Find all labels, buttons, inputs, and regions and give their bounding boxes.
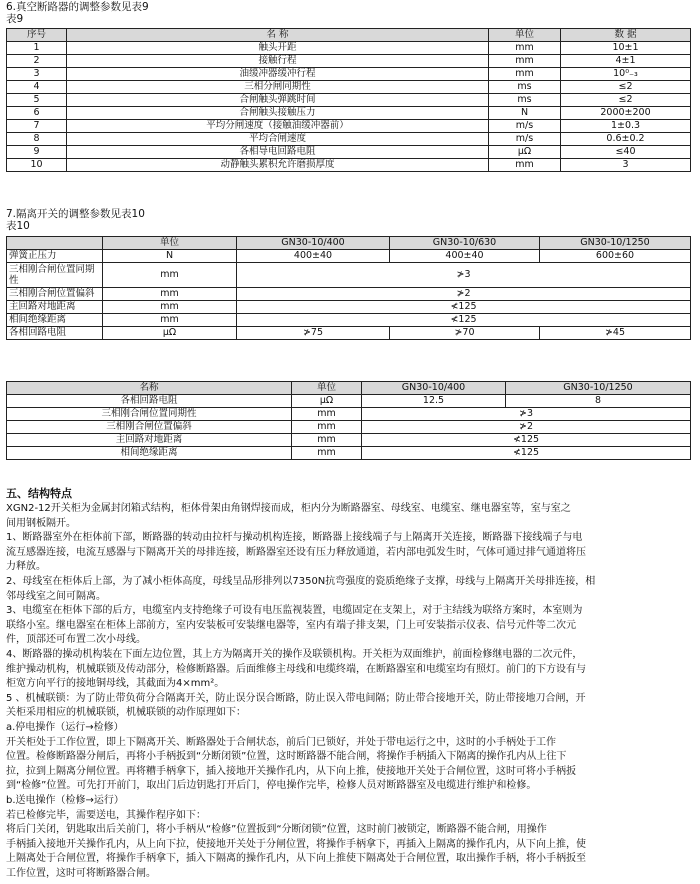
table-cell: N: [489, 107, 561, 120]
table-cell: 400±40: [237, 250, 390, 263]
table-cell: ≮125: [237, 301, 691, 314]
column-header: GN30-10/400: [362, 382, 506, 395]
table-row: [7, 94, 691, 107]
paragraph-line: 维护操动机构，机械联锁及传动部分，检修断路器。后面维修主母线和电缆终端，在断路器室和电缆室均有照灯。前门的下方设有与: [6, 663, 586, 675]
table-cell: ≯70: [390, 327, 540, 340]
section-5-title: 五、结构特点: [6, 487, 72, 500]
table-cell: ≮125: [237, 314, 691, 327]
row-label: 各相回路电阻: [7, 395, 292, 408]
table-cell: mm: [292, 408, 362, 421]
table-cell: ≯2: [237, 288, 691, 301]
table-cell: ≮125: [362, 434, 691, 447]
table-cell: 9: [7, 146, 67, 159]
table-cell: 10: [7, 159, 67, 172]
table-row: [7, 120, 691, 133]
table-cell: 8: [7, 133, 67, 146]
table-cell: 8: [506, 395, 691, 408]
paragraph-line: 手柄插入接地开关操作孔内，从上向下拉，使接地开关处于分闸位置，将操作手柄拿下，再插入上隔离的操作孔内，从下向上推，使: [6, 838, 586, 850]
column-header: 名 称: [67, 29, 489, 42]
table-cell: m/s: [489, 120, 561, 133]
paragraph-line: 流互感器连接，电流互感器与下隔离开关的母排连接，断路器室还设有压力释放通道，若内部电弧发生时，气体可通过排气通道将压: [6, 546, 586, 558]
column-header: 序号: [7, 29, 67, 42]
table-cell: ≤2: [561, 94, 691, 107]
table-cell: μΩ: [292, 395, 362, 408]
paragraph-line: 件，顶部还可布置二次小母线。: [6, 634, 146, 646]
table-cell: μΩ: [103, 327, 237, 340]
table-cell: mm: [489, 159, 561, 172]
table-row: [7, 301, 691, 314]
table-cell: mm: [489, 42, 561, 55]
table-cell: 10±1: [561, 42, 691, 55]
column-header: GN30-10/1250: [540, 237, 691, 250]
paragraph-line: 位置。检修断路器分闸后，再将小手柄扳到“分断闭锁”位置，这时断路器不能合闸，将操作手柄插入下隔离的操作孔内从上往下: [6, 751, 567, 763]
table-header-row: [7, 29, 691, 42]
table-cell: mm: [103, 288, 237, 301]
table-row: [7, 159, 691, 172]
column-header: GN30-10/630: [390, 237, 540, 250]
paragraph-line: 间用钢板隔开。: [6, 517, 76, 529]
table-row: [7, 263, 691, 288]
row-label: 相间绝缘距离: [7, 447, 292, 460]
column-header: [7, 237, 103, 250]
row-label: 主回路对地距离: [7, 434, 292, 447]
table-11: [6, 381, 691, 460]
table-cell: 600±60: [540, 250, 691, 263]
table-row: [7, 55, 691, 68]
column-header: GN30-10/1250: [506, 382, 691, 395]
paragraph-line: 将后门关闭，钥匙取出后关前门，将小手柄从“检修”位置扳到“分断闭锁”位置，这时前门被锁定，断路器不能合闸，用操作: [6, 824, 547, 836]
paragraph-line: XGN2-12开关柜为金属封闭箱式结构，柜体骨架由角钢焊接而成，柜内分为断路器室、母线室、电缆室、继电器室等，室与室之: [6, 503, 571, 514]
table-row: [7, 395, 691, 408]
table-cell: 1: [7, 42, 67, 55]
table-row: [7, 81, 691, 94]
table-10-label: 表10: [6, 220, 30, 232]
table-cell: 3: [561, 159, 691, 172]
paragraph-line: 5 、机械联锁：为了防止带负荷分合隔离开关，防止误分误合断路，防止误入带电间隔；防止带合接地开关，防止带接地刀合闸，开: [6, 692, 586, 704]
paragraph-line: 3、电缆室在柜体下部的后方，电缆室内支持绝缘子可设有电压监视装置，电缆固定在支架上，对于主结线为联络方案时，本室则为: [6, 605, 583, 617]
paragraph-line: 若已检修完毕，需要送电，其操作程序如下：: [6, 809, 206, 821]
table-cell: mm: [489, 68, 561, 81]
table-cell: mm: [292, 421, 362, 434]
table-row: [7, 421, 691, 434]
table-row: [7, 133, 691, 146]
table-cell: 2000±200: [561, 107, 691, 120]
table-cell: 1±0.3: [561, 120, 691, 133]
table-cell: ≤2: [561, 81, 691, 94]
table-cell: 0.6±0.2: [561, 133, 691, 146]
table-cell: ms: [489, 94, 561, 107]
table-row: [7, 434, 691, 447]
section-6-title: 6.真空断路器的调整参数见表9: [6, 1, 149, 13]
table-cell: ≯2: [362, 421, 691, 434]
table-cell: 平均分闸速度（接触油缓冲器前）: [67, 120, 489, 133]
table-cell: 2: [7, 55, 67, 68]
table-cell: 接触行程: [67, 55, 489, 68]
table-cell: μΩ: [489, 146, 561, 159]
table-cell: m/s: [489, 133, 561, 146]
table-header-row: [7, 237, 691, 250]
table-row: [7, 447, 691, 460]
paragraph-line: 到“检修”位置。可先打开前门，取出门后边钥匙打开后门，停电操作完毕，检修人员对断路器室及电缆进行维护和检修。: [6, 780, 537, 792]
row-label: 各相回路电阻: [7, 327, 103, 340]
table-cell: 合闸触头弹跳时间: [67, 94, 489, 107]
table-cell: ≤40: [561, 146, 691, 159]
table-cell: ms: [489, 81, 561, 94]
paragraph-line: a.停电操作（运行→检修）: [6, 722, 124, 733]
table-cell: 触头开距: [67, 42, 489, 55]
row-label: 三相刚合闸位置偏斜: [7, 288, 103, 301]
paragraph-line: 力释放。: [6, 561, 46, 573]
row-label: 三相刚合闸位置同期性: [7, 408, 292, 421]
table-row: [7, 288, 691, 301]
table-row: [7, 408, 691, 421]
table-cell: 12.5: [362, 395, 506, 408]
column-header: GN30-10/400: [237, 237, 390, 250]
paragraph-line: 上隔离处于合闸位置，将操作手柄拿下，插入下隔离的操作孔内，从下向上推使下隔离处于合闸位置，取出操作手柄，将小手柄扳至: [6, 853, 586, 865]
table-cell: 7: [7, 120, 67, 133]
table-cell: 3: [7, 68, 67, 81]
table-cell: ≮125: [362, 447, 691, 460]
paragraph-line: 邻母线室之间可隔离。: [6, 590, 106, 602]
section-7-title: 7.隔离开关的调整参数见表10: [6, 208, 145, 220]
paragraph-line: 开关柜处于工作位置，即上下隔离开关、断路器处于合闸状态，前后门已锁好，并处于带电运行之中，这时的小手柄处于工作: [6, 736, 556, 748]
table-cell: 4±1: [561, 55, 691, 68]
table-cell: 平均合闸速度: [67, 133, 489, 146]
paragraph-line: 1、断路器室外在柜体前下部，断路器的转动由拉杆与操动机构连接，断路器上接线端子与上隔离开关连接，断路器下接线端子与电: [6, 532, 583, 544]
table-cell: ≯3: [237, 263, 691, 288]
table-row: [7, 42, 691, 55]
table-header-row: [7, 382, 691, 395]
table-row: [7, 68, 691, 81]
table-row: [7, 327, 691, 340]
table-cell: mm: [489, 55, 561, 68]
paragraph-line: 关柜采用相应的机械联锁，机械联锁的动作原理如下：: [6, 707, 246, 719]
table-cell: 5: [7, 94, 67, 107]
paragraph-line: 拉，拉到上隔离分闸位置。再将糟手柄拿下，插入接地开关操作孔内，从下向上推，使接地开关处于合闸位置，这时可将小手柄扳: [6, 765, 576, 777]
column-header: 数 据: [561, 29, 691, 42]
table-cell: 6: [7, 107, 67, 120]
table-cell: mm: [103, 301, 237, 314]
table-cell: 4: [7, 81, 67, 94]
table-cell: mm: [103, 263, 237, 288]
table-cell: 10⁰₋₃: [561, 68, 691, 81]
table-cell: 油缓冲器缓冲行程: [67, 68, 489, 81]
table-cell: N: [103, 250, 237, 263]
table-cell: ≯3: [362, 408, 691, 421]
paragraph-line: 2、母线室在柜体后上部，为了减小柜体高度，母线呈品形排列以7350N抗弯强度的瓷质绝缘子支撑，母线与上隔离开关母排连接，相: [6, 576, 596, 587]
table-row: [7, 107, 691, 120]
table-cell: mm: [292, 447, 362, 460]
paragraph-line: 联络小室。继电器室在柜体上部前方，室内安装板可安装继电器等，室内有端子排支架，门上可安装指示仪表、信号元件等二次元: [6, 619, 576, 631]
row-label: 主回路对地距离: [7, 301, 103, 314]
row-label: 相间绝缘距离: [7, 314, 103, 327]
table-cell: mm: [103, 314, 237, 327]
table-cell: 400±40: [390, 250, 540, 263]
row-label: 三相刚合闸位置同期性: [7, 263, 103, 288]
table-cell: 各相导电回路电阻: [67, 146, 489, 159]
table-row: [7, 250, 691, 263]
table-9-label: 表9: [6, 13, 24, 25]
column-header: 名称: [7, 382, 292, 395]
paragraph-line: 柜宽方向平行的接地铜母线，其截面为4×mm²。: [6, 678, 225, 690]
row-label: 弹簧正压力: [7, 250, 103, 263]
column-header: 单位: [103, 237, 237, 250]
table-cell: 动静触头累积允许磨损厚度: [67, 159, 489, 172]
table-9: [6, 28, 691, 172]
table-cell: 合闸触头接触压力: [67, 107, 489, 120]
paragraph-line: 4、断路器的操动机构装在下面左边位置，其上方为隔离开关的操作及联锁机构。开关柜为双面维护，前面检修继电器的二次元件，: [6, 649, 583, 660]
paragraph-line: 工作位置，这时可将断路器合闸。: [6, 868, 156, 879]
table-row: [7, 146, 691, 159]
table-10: [6, 236, 691, 340]
table-cell: ≯75: [237, 327, 390, 340]
table-row: [7, 314, 691, 327]
paragraph-line: b.送电操作（检修→运行）: [6, 795, 124, 806]
table-cell: 三相分闸同期性: [67, 81, 489, 94]
column-header: 单位: [292, 382, 362, 395]
table-cell: ≯45: [540, 327, 691, 340]
table-cell: mm: [292, 434, 362, 447]
row-label: 三相刚合闸位置偏斜: [7, 421, 292, 434]
column-header: 单位: [489, 29, 561, 42]
